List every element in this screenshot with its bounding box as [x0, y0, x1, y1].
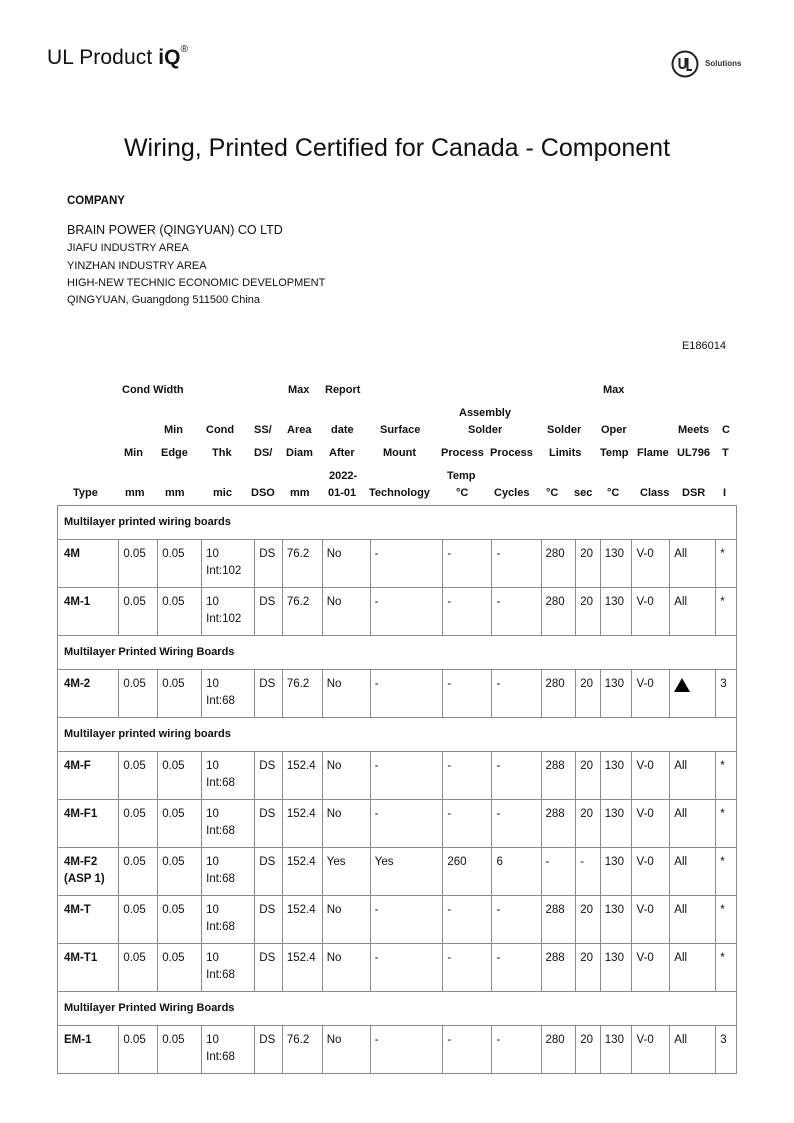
cell-cond-width-min: 0.05 [119, 896, 158, 944]
cell-assembly-process-temp: 260 [443, 848, 492, 896]
cell-ss-ds-dso: DS [255, 800, 283, 848]
cell-meets-ul796-dsr: All [670, 848, 716, 896]
logo-iq: iQ [158, 46, 181, 69]
cell-ss-ds-dso: DS [255, 896, 283, 944]
address-line: QINGYUAN, Guangdong 511500 China [67, 294, 261, 306]
cell-solder-limits-temp: 280 [541, 540, 576, 588]
cell-cond-thk: 10 Int:68 [202, 800, 255, 848]
cell-cond-thk: 10 Int:102 [202, 540, 255, 588]
cell-max-oper-temp: 130 [600, 1026, 632, 1074]
header-oper: Oper [601, 424, 627, 436]
header-type: Type [73, 487, 98, 499]
group-title: Multilayer Printed Wiring Boards [58, 992, 737, 1026]
header-temp-c: Temp [447, 470, 476, 482]
cell-solder-limits-temp: 288 [541, 896, 576, 944]
cell-ss-ds-dso: DS [255, 588, 283, 636]
cell-flame-class: V-0 [632, 896, 670, 944]
cell-solder-limits-sec: 20 [576, 896, 601, 944]
header-mm: mm [165, 487, 185, 499]
header-flame: Flame [637, 447, 669, 459]
header-i: I [723, 487, 727, 499]
cell-ss-ds-dso: DS [255, 670, 283, 718]
cell-type: 4M-F [58, 752, 119, 800]
triangle-icon [674, 678, 690, 692]
header-meets: Meets [678, 424, 710, 436]
page-title: Wiring, Printed Certified for Canada - Component [123, 134, 671, 162]
cell-cti: * [716, 540, 737, 588]
cell-solder-limits-sec: 20 [576, 944, 601, 992]
cell-solder-limits-temp: 280 [541, 588, 576, 636]
cell-flame-class: V-0 [632, 752, 670, 800]
header-date-0101: 01-01 [328, 487, 357, 499]
cell-cond-thk: 10 Int:68 [202, 670, 255, 718]
table-row [58, 800, 737, 848]
company-name: BRAIN POWER (QINGYUAN) CO LTD [67, 223, 283, 237]
cell-assembly-process-cycles: 6 [492, 848, 541, 896]
cell-max-oper-temp: 130 [600, 540, 632, 588]
cell-min-edge: 0.05 [158, 670, 202, 718]
cell-min-edge: 0.05 [158, 1026, 202, 1074]
header-min-width: Min [124, 447, 143, 459]
cell-max-area-diam: 152.4 [282, 944, 322, 992]
cell-max-area-diam: 76.2 [282, 670, 322, 718]
cell-solder-limits-temp: 288 [541, 752, 576, 800]
cell-min-edge: 0.05 [158, 588, 202, 636]
address-line: HIGH-NEW TECHNIC ECONOMIC DEVELOPMENT [67, 277, 326, 289]
cell-cti: * [716, 896, 737, 944]
group-header-row [58, 992, 737, 1026]
cell-meets-ul796-dsr [670, 670, 716, 718]
header-date-2022: 2022- [329, 470, 358, 482]
cell-cond-width-min: 0.05 [119, 540, 158, 588]
cell-meets-ul796-dsr: All [670, 944, 716, 992]
table-row [58, 588, 737, 636]
cell-cti: 3 [716, 1026, 737, 1074]
header-cycles: Cycles [494, 487, 530, 499]
cell-cti: * [716, 588, 737, 636]
header-cond: Cond [206, 424, 235, 436]
header-ul796: UL796 [677, 447, 711, 459]
cell-cond-thk: 10 Int:68 [202, 944, 255, 992]
cell-meets-ul796-dsr: All [670, 800, 716, 848]
header-date: date [331, 424, 354, 436]
group-title: Multilayer Printed Wiring Boards [58, 636, 737, 670]
cell-flame-class: V-0 [632, 848, 670, 896]
header-after: After [329, 447, 355, 459]
header-deg-c: °C [607, 487, 620, 499]
cell-assembly-process-cycles: - [492, 752, 541, 800]
header-process: Process [441, 447, 484, 459]
cell-cond-width-min: 0.05 [119, 670, 158, 718]
cell-report-date-after: No [322, 1026, 370, 1074]
table-row [58, 944, 737, 992]
header-process-2: Process [490, 447, 533, 459]
cell-assembly-process-cycles: - [492, 670, 541, 718]
group-header-row [58, 718, 737, 752]
cell-assembly-process-cycles: - [492, 540, 541, 588]
header-ss: SS/ [254, 424, 272, 436]
header-limits: Limits [549, 447, 582, 459]
header-surface: Surface [380, 424, 421, 436]
header-t: T [722, 447, 729, 459]
cell-cti: * [716, 848, 737, 896]
cell-cond-width-min: 0.05 [119, 752, 158, 800]
header-technology: Technology [369, 487, 430, 499]
cell-assembly-process-temp: - [443, 752, 492, 800]
header-edge: Edge [161, 447, 188, 459]
cell-max-oper-temp: 130 [600, 752, 632, 800]
cell-assembly-process-cycles: - [492, 896, 541, 944]
group-header-row [58, 506, 737, 540]
cell-cti: * [716, 944, 737, 992]
cell-max-area-diam: 76.2 [282, 588, 322, 636]
cell-max-oper-temp: 130 [600, 944, 632, 992]
file-number: E186014 [681, 340, 726, 352]
header-deg-c: °C [456, 487, 469, 499]
cell-assembly-process-temp: - [443, 1026, 492, 1074]
header-dso: DSO [251, 487, 275, 499]
header-min: Min [164, 424, 183, 436]
header-diam: Diam [286, 447, 313, 459]
ul-logo-icon [671, 50, 699, 78]
cell-surface-mount: - [370, 800, 443, 848]
cell-surface-mount: - [370, 1026, 443, 1074]
cell-solder-limits-sec: 20 [576, 800, 601, 848]
cell-max-oper-temp: 130 [600, 896, 632, 944]
cell-report-date-after: Yes [322, 848, 370, 896]
cell-surface-mount: - [370, 896, 443, 944]
cell-assembly-process-temp: - [443, 800, 492, 848]
cell-flame-class: V-0 [632, 944, 670, 992]
ul-product-iq-logo [47, 46, 188, 70]
cell-cti: * [716, 800, 737, 848]
cell-cti: * [716, 752, 737, 800]
cell-max-oper-temp: 130 [600, 848, 632, 896]
cell-report-date-after: No [322, 896, 370, 944]
header-mm: mm [125, 487, 145, 499]
table-row [58, 752, 737, 800]
cell-type: 4M-T [58, 896, 119, 944]
cell-report-date-after: No [322, 752, 370, 800]
cell-max-oper-temp: 130 [600, 670, 632, 718]
header-dsr: DSR [682, 487, 706, 499]
cell-ss-ds-dso: DS [255, 752, 283, 800]
cell-max-oper-temp: 130 [600, 588, 632, 636]
header-solder-limits: Solder [547, 424, 582, 436]
address-line: JIAFU INDUSTRY AREA [67, 242, 189, 254]
cell-flame-class: V-0 [632, 800, 670, 848]
cell-assembly-process-cycles: - [492, 944, 541, 992]
cell-solder-limits-sec: 20 [576, 670, 601, 718]
header-area: Area [287, 424, 312, 436]
cell-meets-ul796-dsr: All [670, 540, 716, 588]
header-mount: Mount [383, 447, 416, 459]
cell-report-date-after: No [322, 800, 370, 848]
cell-ss-ds-dso: DS [255, 944, 283, 992]
header-report: Report [325, 384, 361, 396]
cell-solder-limits-sec: - [576, 848, 601, 896]
cell-surface-mount: - [370, 540, 443, 588]
cell-max-area-diam: 152.4 [282, 800, 322, 848]
cell-flame-class: V-0 [632, 670, 670, 718]
company-heading: COMPANY [67, 195, 125, 207]
cell-solder-limits-sec: 20 [576, 588, 601, 636]
cell-cti: 3 [716, 670, 737, 718]
table-row [58, 1026, 737, 1074]
cell-cond-thk: 10 Int:68 [202, 1026, 255, 1074]
group-header-row [58, 636, 737, 670]
header-sec: sec [574, 487, 593, 499]
header-cond-width: Cond Width [122, 384, 184, 396]
header-max: Max [288, 384, 310, 396]
table-row [58, 848, 737, 896]
cell-report-date-after: No [322, 540, 370, 588]
cell-min-edge: 0.05 [158, 944, 202, 992]
cell-solder-limits-temp: - [541, 848, 576, 896]
cell-report-date-after: No [322, 670, 370, 718]
cell-max-area-diam: 76.2 [282, 540, 322, 588]
cell-report-date-after: No [322, 588, 370, 636]
header-max-oper: Max [603, 384, 625, 396]
cell-assembly-process-cycles: - [492, 800, 541, 848]
cell-meets-ul796-dsr: All [670, 588, 716, 636]
logo-text: UL Product [47, 46, 159, 69]
cell-solder-limits-temp: 280 [541, 1026, 576, 1074]
cell-cond-thk: 10 Int:68 [202, 848, 255, 896]
table-row [58, 670, 737, 718]
cell-surface-mount: Yes [370, 848, 443, 896]
cell-solder-limits-sec: 20 [576, 540, 601, 588]
cell-ss-ds-dso: DS [255, 1026, 283, 1074]
cell-surface-mount: - [370, 670, 443, 718]
cell-surface-mount: - [370, 752, 443, 800]
header-thk: Thk [212, 447, 232, 459]
cell-type: 4M-1 [58, 588, 119, 636]
cell-solder-limits-sec: 20 [576, 1026, 601, 1074]
cell-cond-width-min: 0.05 [119, 1026, 158, 1074]
group-title: Multilayer printed wiring boards [58, 718, 737, 752]
cell-cond-width-min: 0.05 [119, 800, 158, 848]
address-line: YINZHAN INDUSTRY AREA [67, 260, 207, 272]
cell-min-edge: 0.05 [158, 848, 202, 896]
cell-min-edge: 0.05 [158, 896, 202, 944]
header-mm: mm [290, 487, 310, 499]
cell-assembly-process-temp: - [443, 540, 492, 588]
cell-min-edge: 0.05 [158, 540, 202, 588]
cell-meets-ul796-dsr: All [670, 896, 716, 944]
cell-meets-ul796-dsr: All [670, 752, 716, 800]
ul-solutions-label: Solutions [705, 59, 742, 68]
cell-assembly-process-temp: - [443, 588, 492, 636]
cell-solder-limits-temp: 288 [541, 944, 576, 992]
cell-type: 4M-2 [58, 670, 119, 718]
cell-assembly-process-cycles: - [492, 1026, 541, 1074]
cell-flame-class: V-0 [632, 540, 670, 588]
cell-solder-limits-sec: 20 [576, 752, 601, 800]
cell-cond-width-min: 0.05 [119, 944, 158, 992]
cell-assembly-process-cycles: - [492, 588, 541, 636]
cell-type: EM-1 [58, 1026, 119, 1074]
cell-max-area-diam: 152.4 [282, 896, 322, 944]
header-mic: mic [213, 487, 232, 499]
group-title: Multilayer printed wiring boards [58, 506, 737, 540]
table-row [58, 540, 737, 588]
cell-surface-mount: - [370, 944, 443, 992]
cell-cond-width-min: 0.05 [119, 848, 158, 896]
certification-table [57, 505, 737, 1074]
cell-type: 4M-F1 [58, 800, 119, 848]
cell-min-edge: 0.05 [158, 800, 202, 848]
cell-report-date-after: No [322, 944, 370, 992]
cell-assembly-process-temp: - [443, 896, 492, 944]
header-solder: Solder [468, 424, 503, 436]
cell-ss-ds-dso: DS [255, 540, 283, 588]
header-class: Class [640, 487, 670, 499]
cell-max-area-diam: 76.2 [282, 1026, 322, 1074]
cell-cond-thk: 10 Int:68 [202, 896, 255, 944]
cell-max-oper-temp: 130 [600, 800, 632, 848]
header-c: C [722, 424, 730, 436]
cell-type: 4M-T1 [58, 944, 119, 992]
cell-cond-width-min: 0.05 [119, 588, 158, 636]
cell-flame-class: V-0 [632, 588, 670, 636]
cell-solder-limits-temp: 280 [541, 670, 576, 718]
header-ds: DS/ [254, 447, 273, 459]
cell-ss-ds-dso: DS [255, 848, 283, 896]
cell-assembly-process-temp: - [443, 670, 492, 718]
header-temp: Temp [600, 447, 629, 459]
cell-flame-class: V-0 [632, 1026, 670, 1074]
header-deg-c: °C [546, 487, 559, 499]
cell-type: 4M-F2 (ASP 1) [58, 848, 119, 896]
cell-meets-ul796-dsr: All [670, 1026, 716, 1074]
table-row [58, 896, 737, 944]
cell-assembly-process-temp: - [443, 944, 492, 992]
cell-cond-thk: 10 Int:68 [202, 752, 255, 800]
cell-type: 4M [58, 540, 119, 588]
cell-surface-mount: - [370, 588, 443, 636]
header-assembly: Assembly [459, 407, 511, 419]
cell-solder-limits-temp: 288 [541, 800, 576, 848]
cell-max-area-diam: 152.4 [282, 848, 322, 896]
cell-min-edge: 0.05 [158, 752, 202, 800]
cell-max-area-diam: 152.4 [282, 752, 322, 800]
cell-cond-thk: 10 Int:102 [202, 588, 255, 636]
logo-registered: ® [180, 44, 189, 55]
